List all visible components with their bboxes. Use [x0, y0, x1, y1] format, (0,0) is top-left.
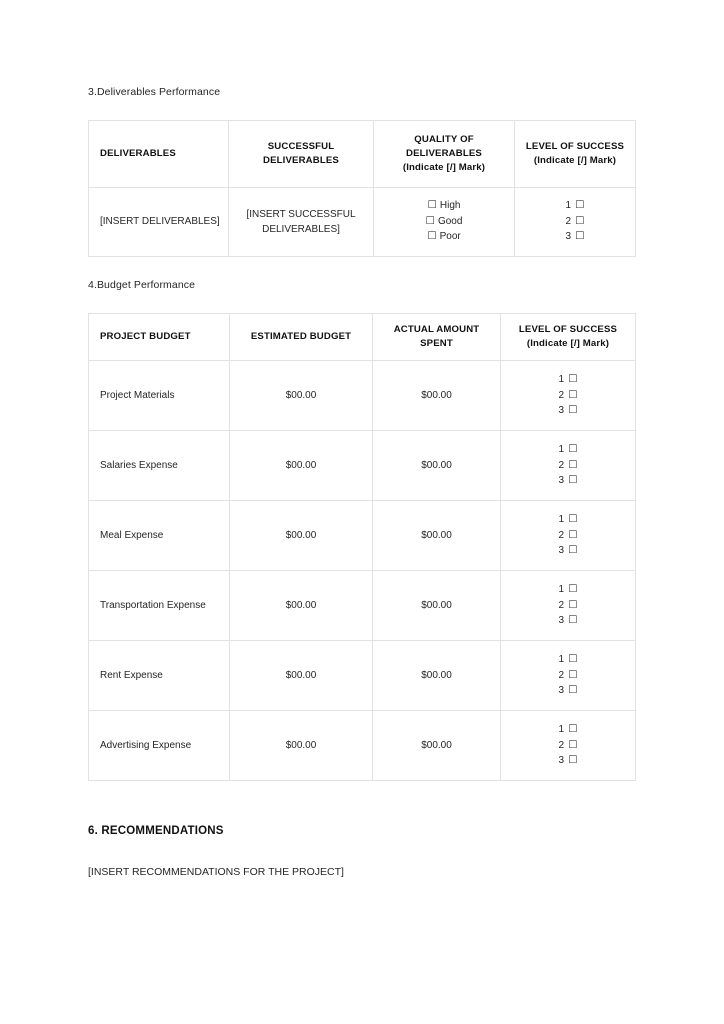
- level-option-1[interactable]: [501, 442, 635, 458]
- header-label-level-line1: LEVEL OF SUCCESS: [518, 324, 618, 336]
- section-heading-recommendations: 6. RECOMMENDATIONS: [88, 825, 224, 838]
- budget-item-label: Transportation Expense: [100, 600, 206, 612]
- actual-amount-spent-value: $00.00: [421, 530, 452, 542]
- section-heading-deliverables-performance: 3.Deliverables Performance: [88, 86, 221, 98]
- level-option-number: 3: [558, 545, 565, 557]
- header-label-actual-line2: SPENT: [420, 338, 453, 350]
- cell-actual-amount-spent: [373, 571, 501, 641]
- deliverables-placeholder-text: [INSERT DELIVERABLES]: [100, 216, 220, 228]
- cell-actual-amount-spent: [373, 431, 501, 501]
- table-row: [89, 641, 636, 711]
- header-label-level-line2: (Indicate [/] Mark): [526, 338, 610, 350]
- level-option-number: 1: [558, 374, 565, 386]
- level-option-number: 3: [558, 475, 565, 487]
- level-option-2[interactable]: [501, 738, 635, 754]
- checkbox-icon[interactable]: ☐: [568, 404, 578, 417]
- level-option-number: 3: [558, 685, 565, 697]
- estimated-budget-value: $00.00: [285, 390, 317, 402]
- estimated-budget-value: $00.00: [285, 600, 317, 612]
- level-option-number: 2: [558, 669, 565, 681]
- cell-budget-item: [89, 641, 230, 711]
- estimated-budget-value: $00.00: [285, 530, 317, 542]
- checkbox-icon[interactable]: ☐: [575, 199, 585, 212]
- actual-amount-spent-value: $00.00: [421, 670, 452, 682]
- table-row: [89, 431, 636, 501]
- checkbox-icon[interactable]: ☐: [568, 723, 578, 736]
- header-cell-project-budget: [89, 314, 230, 361]
- header-label-project-budget: PROJECT BUDGET: [100, 331, 191, 343]
- level-option-1[interactable]: [501, 512, 635, 528]
- header-label-successful-line1: SUCCESSFUL: [267, 140, 335, 152]
- level-option-number: 2: [565, 215, 572, 227]
- level-option-number: 3: [565, 231, 572, 243]
- level-option-number: 1: [558, 514, 565, 526]
- level-option-number: 1: [565, 200, 572, 212]
- cell-level-of-success-options: [515, 187, 636, 256]
- level-option-1[interactable]: [501, 582, 635, 598]
- checkbox-icon[interactable]: ☐: [425, 214, 435, 227]
- level-option-3[interactable]: [501, 403, 635, 419]
- level-option-2[interactable]: [501, 388, 635, 404]
- table-row: [89, 571, 636, 641]
- estimated-budget-value: $00.00: [285, 460, 317, 472]
- table-header-row: [89, 314, 636, 361]
- cell-budget-item: [89, 501, 230, 571]
- quality-option-poor[interactable]: [374, 229, 514, 245]
- actual-amount-spent-value: $00.00: [421, 740, 452, 752]
- cell-level-of-success-options: [501, 641, 636, 711]
- actual-amount-spent-value: $00.00: [421, 390, 452, 402]
- checkbox-icon[interactable]: ☐: [568, 583, 578, 596]
- level-option-2[interactable]: [501, 598, 635, 614]
- budget-item-label: Advertising Expense: [100, 740, 192, 752]
- cell-deliverables-value: [89, 187, 229, 256]
- cell-budget-item: [89, 711, 230, 781]
- checkbox-icon[interactable]: ☐: [568, 754, 578, 767]
- cell-level-of-success-options: [501, 361, 636, 431]
- estimated-budget-value: $00.00: [285, 740, 317, 752]
- header-cell-actual-amount-spent: [373, 314, 501, 361]
- table-row: [89, 187, 636, 256]
- cell-level-of-success-options: [501, 711, 636, 781]
- checkbox-icon[interactable]: ☐: [568, 653, 578, 666]
- level-option-3[interactable]: [501, 613, 635, 629]
- level-option-1[interactable]: [501, 372, 635, 388]
- table-header-row: [89, 120, 636, 187]
- level-option-3[interactable]: [501, 473, 635, 489]
- checkbox-icon[interactable]: ☐: [575, 214, 585, 227]
- checkbox-icon[interactable]: ☐: [568, 373, 578, 386]
- level-option-number: 2: [558, 739, 565, 751]
- checkbox-icon[interactable]: ☐: [568, 544, 578, 557]
- level-option-number: 1: [558, 444, 565, 456]
- checkbox-icon[interactable]: ☐: [427, 199, 437, 212]
- quality-option-high[interactable]: [374, 198, 514, 214]
- successful-deliverables-placeholder-line2: DELIVERABLES]: [262, 223, 340, 235]
- recommendations-placeholder-text: [INSERT RECOMMENDATIONS FOR THE PROJECT]: [88, 865, 344, 878]
- budget-item-label: Project Materials: [100, 390, 175, 402]
- cell-actual-amount-spent: [373, 711, 501, 781]
- header-label-quality-line2: DELIVERABLES: [406, 147, 482, 159]
- budget-item-label: Meal Expense: [100, 530, 164, 542]
- header-label-estimated-budget: ESTIMATED BUDGET: [250, 331, 352, 343]
- table-row: [89, 501, 636, 571]
- cell-level-of-success-options: [501, 571, 636, 641]
- cell-estimated-budget: [230, 361, 373, 431]
- level-option-number: 1: [558, 584, 565, 596]
- cell-level-of-success-options: [501, 431, 636, 501]
- cell-estimated-budget: [230, 431, 373, 501]
- successful-deliverables-placeholder-line1: [INSERT SUCCESSFUL: [246, 208, 356, 220]
- actual-amount-spent-value: $00.00: [421, 460, 452, 472]
- header-cell-level-of-success: [501, 314, 636, 361]
- budget-item-label: Rent Expense: [100, 670, 163, 682]
- level-option-1[interactable]: [501, 722, 635, 738]
- table-row: [89, 361, 636, 431]
- estimated-budget-value: $00.00: [285, 670, 317, 682]
- document-content: [88, 86, 635, 880]
- header-label-actual-line1: ACTUAL AMOUNT: [393, 324, 480, 336]
- header-label-quality-line1: QUALITY OF: [414, 133, 474, 145]
- header-cell-deliverables: [89, 120, 229, 187]
- checkbox-icon[interactable]: ☐: [568, 528, 578, 541]
- checkbox-icon[interactable]: ☐: [427, 230, 437, 243]
- checkbox-icon[interactable]: ☐: [568, 668, 578, 681]
- checkbox-icon[interactable]: ☐: [568, 513, 578, 526]
- checkbox-icon[interactable]: ☐: [568, 474, 578, 487]
- cell-budget-item: [89, 361, 230, 431]
- checkbox-icon[interactable]: ☐: [568, 684, 578, 697]
- quality-option-label: High: [439, 200, 461, 212]
- header-cell-quality-of-deliverables: [374, 120, 515, 187]
- level-option-2[interactable]: [515, 214, 635, 230]
- cell-level-of-success-options: [501, 501, 636, 571]
- cell-quality-options: [374, 187, 515, 256]
- header-label-level-line1: LEVEL OF SUCCESS: [525, 140, 625, 152]
- level-option-number: 2: [558, 529, 565, 541]
- cell-budget-item: [89, 571, 230, 641]
- level-option-3[interactable]: [501, 543, 635, 559]
- level-option-number: 2: [558, 599, 565, 611]
- header-cell-estimated-budget: [230, 314, 373, 361]
- level-option-3[interactable]: [515, 229, 635, 245]
- level-option-number: 2: [558, 389, 565, 401]
- checkbox-icon[interactable]: ☐: [568, 738, 578, 751]
- checkbox-icon[interactable]: ☐: [568, 598, 578, 611]
- level-option-2[interactable]: [501, 458, 635, 474]
- cell-estimated-budget: [230, 711, 373, 781]
- level-option-number: 3: [558, 405, 565, 417]
- budget-item-label: Salaries Expense: [100, 460, 178, 472]
- header-cell-successful-deliverables: [229, 120, 374, 187]
- checkbox-icon[interactable]: ☐: [568, 614, 578, 627]
- level-option-2[interactable]: [501, 528, 635, 544]
- level-option-number: 3: [558, 615, 565, 627]
- cell-budget-item: [89, 431, 230, 501]
- budget-performance-table: [88, 313, 636, 781]
- level-option-3[interactable]: [501, 683, 635, 699]
- section-heading-budget-performance: 4.Budget Performance: [88, 278, 196, 291]
- header-label-deliverables: DELIVERABLES: [100, 147, 176, 159]
- table-row: [89, 711, 636, 781]
- header-cell-level-of-success: [515, 120, 636, 187]
- header-label-level-line2: (Indicate [/] Mark): [533, 154, 617, 166]
- checkbox-icon[interactable]: ☐: [575, 230, 585, 243]
- cell-successful-deliverables-value: [229, 187, 374, 256]
- level-option-1[interactable]: [501, 652, 635, 668]
- cell-estimated-budget: [230, 571, 373, 641]
- checkbox-icon[interactable]: ☐: [568, 443, 578, 456]
- checkbox-icon[interactable]: ☐: [568, 388, 578, 401]
- cell-actual-amount-spent: [373, 501, 501, 571]
- level-option-2[interactable]: [501, 668, 635, 684]
- cell-estimated-budget: [230, 641, 373, 711]
- quality-option-label: Poor: [439, 231, 461, 243]
- checkbox-icon[interactable]: ☐: [568, 458, 578, 471]
- quality-option-label: Good: [437, 215, 463, 227]
- cell-actual-amount-spent: [373, 361, 501, 431]
- level-option-number: 3: [558, 755, 565, 767]
- cell-estimated-budget: [230, 501, 373, 571]
- deliverables-performance-table: [88, 120, 636, 257]
- level-option-1[interactable]: [515, 198, 635, 214]
- level-option-number: 1: [558, 724, 565, 736]
- cell-actual-amount-spent: [373, 641, 501, 711]
- header-label-quality-line3: (Indicate [/] Mark): [402, 161, 486, 173]
- header-label-successful-line2: DELIVERABLES: [263, 154, 339, 166]
- level-option-3[interactable]: [501, 753, 635, 769]
- level-option-number: 1: [558, 654, 565, 666]
- quality-option-good[interactable]: [374, 214, 514, 230]
- actual-amount-spent-value: $00.00: [421, 600, 452, 612]
- level-option-number: 2: [558, 459, 565, 471]
